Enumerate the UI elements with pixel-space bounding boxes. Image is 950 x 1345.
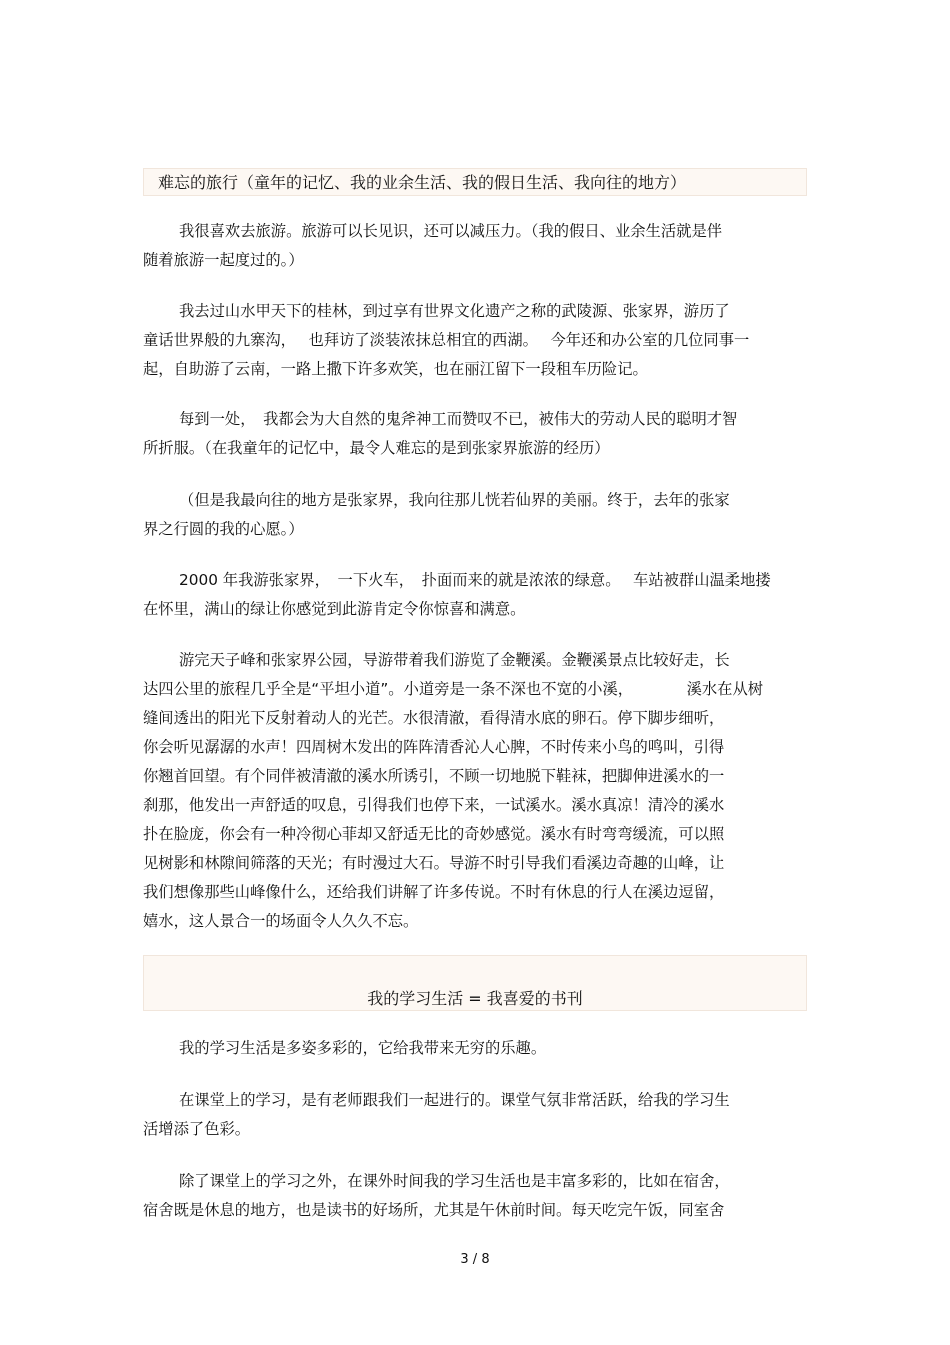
text-line: （但是我最向往的地方是张家界，我向往那儿恍若仙界的美丽。终于，去年的张家 [179, 491, 730, 509]
text-line: 我们想像那些山峰像什么，还给我们讲解了许多传说。不时有休息的行人在溪边逗留， [143, 883, 725, 901]
text-line: 界之行圆的我的心愿。） [143, 520, 304, 538]
text-line: 我的学习生活是多姿多彩的，它给我带来无穷的乐趣。 [179, 1039, 547, 1057]
text-line: 我很喜欢去旅游。旅游可以长见识，还可以减压力。（我的假日、业余生活就是伴 [179, 222, 723, 240]
text-line: 起，自助游了云南，一路上撒下许多欢笑，也在丽江留下一段租车历险记。 [143, 360, 648, 378]
text-line: 见树影和林隙间筛落的天光；有时漫过大石。导游不时引导我们看溪边奇趣的山峰，让 [143, 854, 725, 872]
text-line: 刹那，他发出一声舒适的叹息，引得我们也停下来，一试溪水。溪水真凉！清冷的溪水 [143, 796, 725, 814]
text-line: 达四公里的旅程几乎全是“平坦小道”。小道旁是一条不深也不宽的小溪， 溪水在从树 [143, 680, 764, 698]
text-line: 你翘首回望。有个同伴被清澈的溪水所诱引，不顾一切地脱下鞋袜，把脚伸进溪水的一 [143, 767, 725, 785]
section-title-travel: 难忘的旅行（童年的记忆、我的业余生活、我的假日生活、我向往的地方） [143, 168, 807, 196]
section-title-study: 我的学习生活 = 我喜爱的书刊 [143, 955, 807, 1011]
text-line: 宿舍既是休息的地方，也是读书的好场所，尤其是午休前时间。每天吃完午饭，同室舍 [143, 1201, 725, 1219]
text-line: 2000 年我游张家界， 一下火车， 扑面而来的就是浓浓的绿意。 车站被群山温柔地搂 [179, 571, 771, 589]
text-line: 你会听见潺潺的水声！四周树木发出的阵阵清香沁人心脾，不时传来小鸟的鸣叫，引得 [143, 738, 725, 756]
text-line: 游完天子峰和张家界公园，导游带着我们游览了金鞭溪。金鞭溪景点比较好走，长 [179, 651, 730, 669]
page-number: 3 / 8 [460, 1252, 490, 1267]
text-line: 所折服。（在我童年的记忆中，最令人难忘的是到张家界旅游的经历） [143, 439, 610, 457]
text-line: 活增添了色彩。 [143, 1120, 251, 1138]
text-line: 扑在脸庞，你会有一种冷彻心菲却又舒适无比的奇妙感觉。溪水有时弯弯缓流，可以照 [143, 825, 725, 843]
text-line: 缝间透出的阳光下反射着动人的光芒。水很清澈，看得清水底的卵石。停下脚步细听， [143, 709, 725, 727]
text-line: 除了课堂上的学习之外，在课外时间我的学习生活也是丰富多彩的，比如在宿舍， [179, 1172, 730, 1190]
text-line: 我去过山水甲天下的桂林，到过享有世界文化遗产之称的武陵源、张家界，游历了 [179, 302, 730, 320]
text-line: 随着旅游一起度过的。） [143, 251, 304, 269]
text-line: 在课堂上的学习，是有老师跟我们一起进行的。课堂气氛非常活跃，给我的学习生 [179, 1091, 730, 1109]
text-line: 童话世界般的九寨沟， 也拜访了淡装浓抹总相宜的西湖。 今年还和办公室的几位同事一 [143, 331, 750, 349]
text-line: 嬉水，这人景合一的场面令人久久不忘。 [143, 912, 419, 930]
text-line: 在怀里，满山的绿让你感觉到此游肯定令你惊喜和满意。 [143, 600, 526, 618]
text-line: 每到一处， 我都会为大自然的鬼斧神工而赞叹不已，被伟大的劳动人民的聪明才智 [179, 410, 738, 428]
